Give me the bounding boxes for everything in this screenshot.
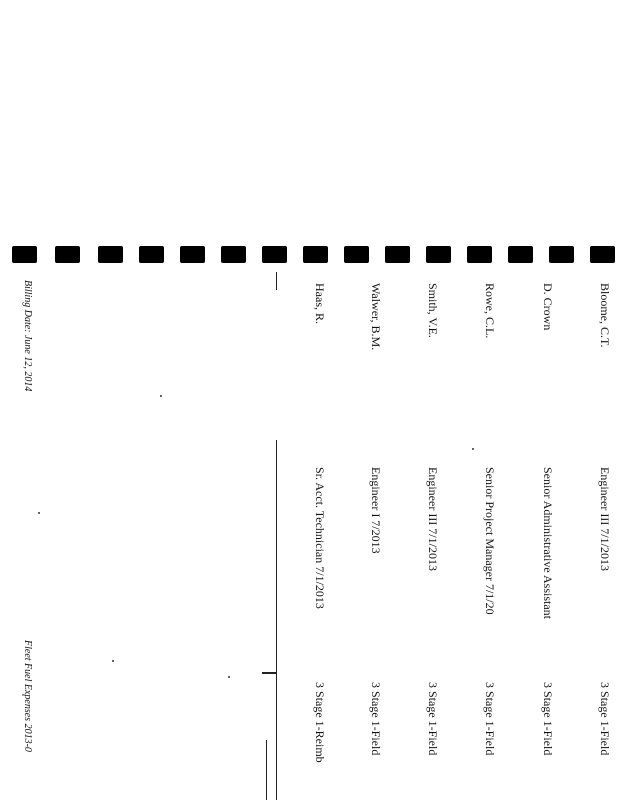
employee-name: Haas, R.: [313, 283, 327, 324]
table-rule: [276, 440, 277, 800]
separator-block: [12, 246, 37, 263]
table-rule: [262, 672, 277, 674]
scan-speck: [472, 448, 474, 450]
employee-name: D. Crown: [541, 283, 555, 331]
employee-stage: 3 Stage 1-Field: [369, 682, 383, 756]
employee-title: Engineer III 7/1/2013: [426, 467, 440, 571]
scan-speck: [160, 395, 162, 397]
employee-stage: 3 Stage 1-Field: [541, 682, 555, 756]
employee-title: Engineer I 7/2013: [369, 467, 383, 554]
report-title: Fleet Fuel Expenses 2013-0: [22, 640, 33, 752]
employee-name: Bloome, C.T.: [598, 283, 612, 348]
separator-block: [262, 246, 287, 263]
employee-title: Senior Administrative Assistant: [541, 467, 555, 619]
separator-block: [139, 246, 164, 263]
table-rule: [266, 740, 267, 800]
separator-block: [55, 246, 80, 263]
employee-stage: 3 Stage 1-Field: [483, 682, 497, 756]
separator-block: [508, 246, 533, 263]
separator-block: [385, 246, 410, 263]
employee-title: Senior Project Manager 7/1/20: [483, 467, 497, 615]
separator-block: [180, 246, 205, 263]
separator-block: [344, 246, 369, 263]
separator-block: [426, 246, 451, 263]
employee-name: Walwer, B.M.: [369, 283, 383, 351]
separator-block: [221, 246, 246, 263]
billing-date: Billing Date: June 12, 2014: [22, 280, 33, 392]
separator-block: [303, 246, 328, 263]
employee-title: Sr. Acct. Technician 7/1/2013: [313, 467, 327, 609]
scan-speck: [228, 676, 230, 678]
separator-block-strip: [12, 246, 618, 264]
employee-name: Rowe, C.L.: [483, 283, 497, 339]
scan-speck: [38, 512, 40, 514]
separator-block: [467, 246, 492, 263]
employee-title: Engineer III 7/1/2013: [598, 467, 612, 571]
employee-stage: 3 Stage 1-Reimb: [313, 682, 327, 763]
table-rule: [276, 272, 277, 290]
separator-block: [98, 246, 123, 263]
employee-name: Smith, V.E.: [426, 283, 440, 338]
scan-speck: [112, 660, 114, 662]
employee-stage: 3 Stage 1-Field: [598, 682, 612, 756]
employee-stage: 3 Stage 1-Field: [426, 682, 440, 756]
separator-block: [590, 246, 615, 263]
separator-block: [549, 246, 574, 263]
